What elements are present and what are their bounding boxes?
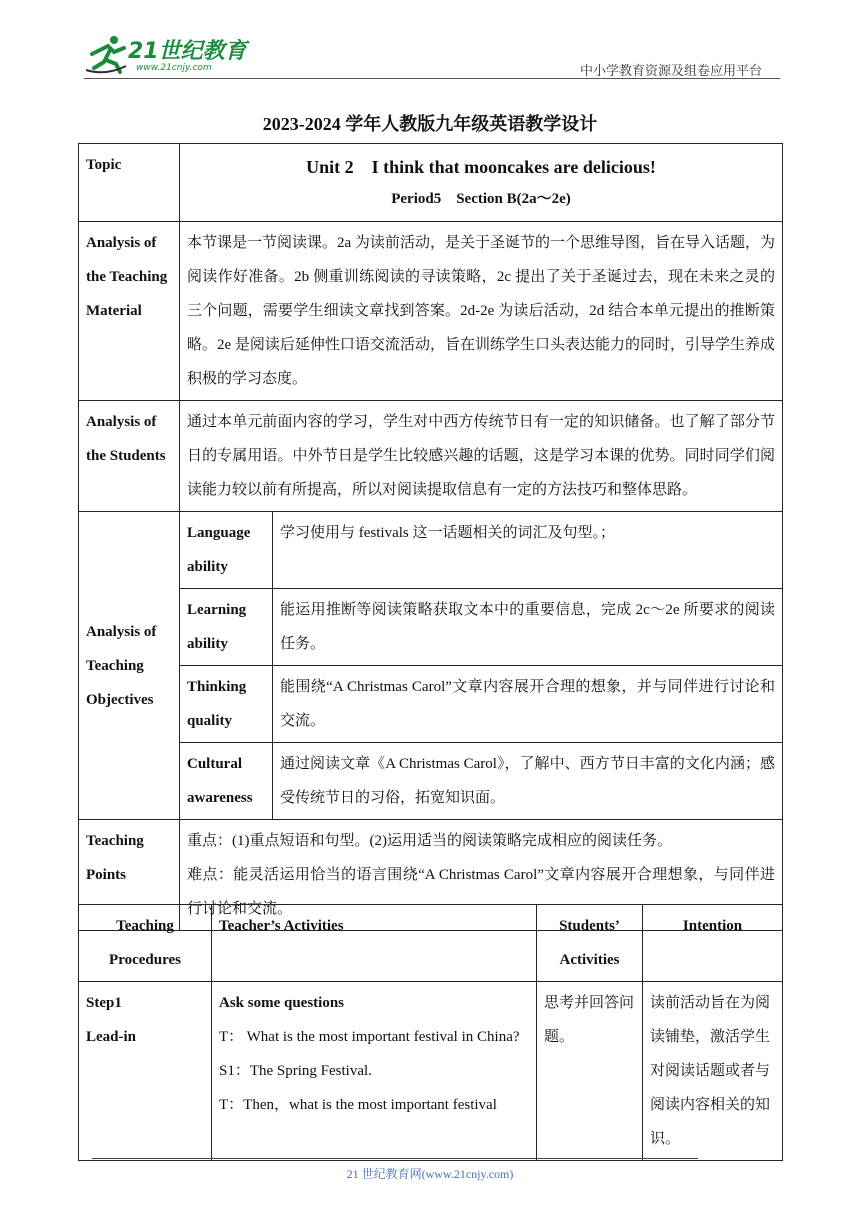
dialogue-line: T：Then，what is the most important festival xyxy=(219,1097,497,1113)
dialogue-line: T： What is the most important festival in China? xyxy=(219,1029,520,1045)
header-intention: Intention xyxy=(643,905,783,982)
points-label: Teaching Points xyxy=(79,820,180,931)
objective-text: 能围绕“A Christmas Carol”文章内容展开合理的想象，并与同伴进行讨论和交流。 xyxy=(273,666,783,743)
objective-name: Learning ability xyxy=(180,589,273,666)
key-points: 重点：(1)重点短语和句型。(2)运用适当的阅读策略完成相应的阅读任务。 xyxy=(187,833,672,849)
procedures-table xyxy=(78,904,783,1161)
logo-title: 21世纪教育 xyxy=(128,39,247,64)
footer-link[interactable]: 21 世纪教育网(www.21cnjy.com) xyxy=(346,1167,514,1181)
overview-table xyxy=(78,143,783,931)
topic-label: Topic xyxy=(79,144,180,222)
objective-row xyxy=(79,589,783,666)
difficult-points: 难点：能灵活运用恰当的语言围绕“A Christmas Carol”文章内容展开合理想象，与同伴进行讨论和交流。 xyxy=(187,867,775,917)
student-activity: 思考并回答问题。 xyxy=(537,982,643,1161)
objective-name: Thinking quality xyxy=(180,666,273,743)
activity-title: Ask some questions xyxy=(219,995,345,1011)
students-label: Analysis of the Students xyxy=(79,401,180,512)
intention-text: 读前活动旨在为阅读铺垫，激活学生对阅读话题或者与阅读内容相关的知识。 xyxy=(643,982,783,1161)
footer-divider xyxy=(92,1158,698,1159)
material-text: 本节课是一节阅读课。2a 为读前活动，是关于圣诞节的一个思维导图，旨在导入话题，为阅读作好准备。2b 侧重训练阅读的寻读策略，2c 提出了关于圣诞过去，现在未来之灵的三个问题，需要学生细读文章找到答案。2d-2e 为读后活动，2d 结合本单元提出的推断策略。2e 是阅读后延伸性口语交流活动，旨在训练学生口头表达能力的同时，引导学生养成积极的学习态度。 xyxy=(180,222,783,401)
step-cell xyxy=(79,982,212,1161)
material-label: Analysis of the Teaching Material xyxy=(79,222,180,401)
step-name: Lead-in xyxy=(86,1029,137,1045)
header-students: Students’ Activities xyxy=(537,905,643,982)
procedures-header-row xyxy=(79,905,783,982)
topic-row xyxy=(79,144,783,222)
objective-row xyxy=(79,512,783,589)
topic-content xyxy=(180,144,783,222)
objective-row xyxy=(79,743,783,820)
header-procedures: Teaching Procedures xyxy=(79,905,212,982)
objective-text: 能运用推断等阅读策略获取文本中的重要信息，完成 2c～2e 所要求的阅读任务。 xyxy=(273,589,783,666)
material-row xyxy=(79,222,783,401)
header-teacher: Teacher’s Activities xyxy=(212,905,537,982)
students-row xyxy=(79,401,783,512)
header xyxy=(84,30,784,78)
objective-text: 学习使用与 festivals 这一话题相关的词汇及句型。； xyxy=(273,512,783,589)
header-divider xyxy=(84,78,780,79)
step-title: Step1 xyxy=(86,995,122,1011)
objective-row xyxy=(79,666,783,743)
objective-text: 通过阅读文章《A Christmas Carol》，了解中、西方节日丰富的文化内涵；感受传统节日的习俗，拓宽知识面。 xyxy=(273,743,783,820)
teacher-activity xyxy=(212,982,537,1161)
logo-url: www.21cnjy.com xyxy=(136,63,212,73)
objective-name: Language ability xyxy=(180,512,273,589)
objective-name: Cultural awareness xyxy=(180,743,273,820)
period-title: Period5 Section B(2a～2e) xyxy=(391,191,571,207)
runner-logo-icon xyxy=(84,34,128,74)
objectives-label: Analysis of Teaching Objectives xyxy=(79,512,180,820)
platform-label: 中小学教育资源及组卷应用平台 xyxy=(579,63,762,78)
dialogue-line: S1：The Spring Festival. xyxy=(219,1063,372,1079)
unit-title: Unit 2 I think that mooncakes are delicious! xyxy=(306,157,656,177)
page-title: 2023-2024 学年人教版九年级英语教学设计 xyxy=(262,114,598,134)
students-text: 通过本单元前面内容的学习，学生对中西方传统节日有一定的知识储备。也了解了部分节日的专属用语。中外节日是学生比较感兴趣的话题，这是学习本课的优势。同时同学们阅读能力较以前有所提高，所以对阅读提取信息有一定的方法技巧和整体思路。 xyxy=(180,401,783,512)
step-row xyxy=(79,982,783,1161)
